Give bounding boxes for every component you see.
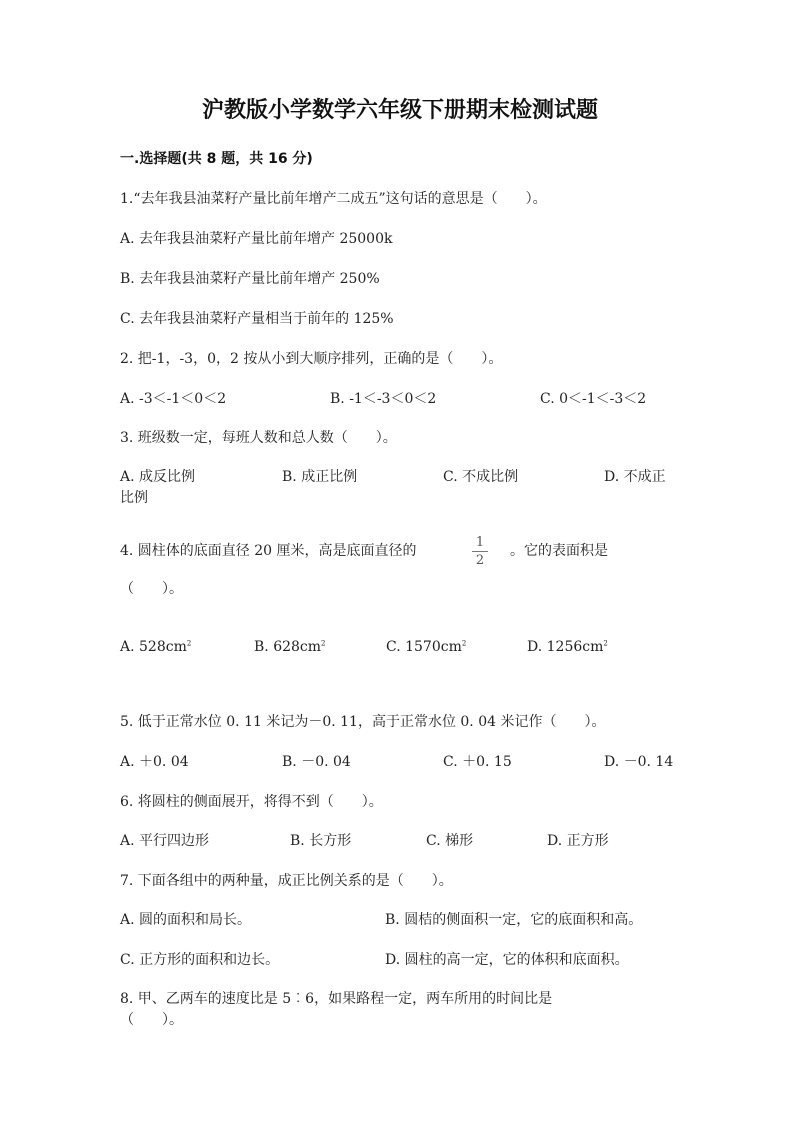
- unit-superscript: 2: [461, 639, 467, 648]
- section-heading: 一.选择题(共 8 题，共 16 分): [120, 151, 313, 167]
- question-6-option-c[interactable]: C. 梯形: [426, 833, 474, 849]
- question-7-option-d[interactable]: D. 圆柱的高一定，它的体积和底面积。: [385, 952, 629, 968]
- question-8-stem: 8. 甲、乙两车的速度比是 5︰6，如果路程一定，两车所用的时间比是: [120, 991, 553, 1007]
- question-3-option-b[interactable]: B. 成正比例: [282, 469, 358, 485]
- fraction-bar: [472, 551, 488, 552]
- question-8-blank: （ ）。: [120, 1012, 183, 1028]
- question-5-option-c[interactable]: C. ＋0. 15: [443, 754, 512, 770]
- fraction-numerator: 1: [475, 535, 485, 550]
- question-1-option-a[interactable]: A. 去年我县油菜籽产量比前年增产 25000k: [120, 231, 393, 247]
- question-5-stem: 5. 低于正常水位 0. 11 米记为－0. 11，高于正常水位 0. 04 米记作（ ）。: [120, 714, 606, 730]
- question-6-option-b[interactable]: B. 长方形: [290, 833, 352, 849]
- unit-superscript: 2: [186, 639, 192, 648]
- question-7-option-b[interactable]: B. 圆桔的侧面积一定，它的底面积和高。: [385, 912, 643, 928]
- question-4-option-d[interactable]: [527, 638, 608, 656]
- option-c-label: C. 1570cm: [386, 639, 462, 655]
- option-d-label: D. 1256cm: [527, 639, 604, 655]
- unit-superscript: 2: [603, 639, 608, 648]
- question-7-option-a[interactable]: A. 圆的面积和局长。: [120, 912, 252, 928]
- question-1-stem: 1.“去年我县油菜籽产量比前年增产二成五”这句话的意思是（ ）。: [120, 191, 547, 207]
- question-7-option-c[interactable]: C. 正方形的面积和边长。: [120, 952, 280, 968]
- question-3-option-a[interactable]: A. 成反比例: [120, 469, 196, 485]
- question-7-stem: 7. 下面各组中的两种量，成正比例关系的是（ ）。: [120, 873, 453, 889]
- question-3-option-d[interactable]: D. 不成正: [604, 469, 666, 485]
- question-2-option-c[interactable]: C. 0＜-1＜-3＜2: [540, 391, 647, 407]
- question-4-option-a[interactable]: [120, 638, 191, 656]
- question-5-option-a[interactable]: A. ＋0. 04: [120, 754, 189, 770]
- question-4-stem: 4. 圆柱体的底面直径 20 厘米，高是底面直径的: [120, 543, 417, 559]
- option-b-label: B. 628cm: [254, 639, 322, 655]
- question-3-option-d-continuation: 比例: [120, 490, 148, 506]
- question-2-option-b[interactable]: B. -1＜-3＜0＜2: [330, 391, 437, 407]
- unit-superscript: 2: [321, 639, 326, 648]
- fraction-denominator: 2: [475, 553, 485, 568]
- question-1-option-c[interactable]: C. 去年我县油菜籽产量相当于前年的 125%: [120, 311, 394, 327]
- option-a-label: A. 528cm: [120, 639, 187, 655]
- question-4-stem-tail: 。它的表面积是: [510, 543, 608, 559]
- question-5-option-d[interactable]: D. －0. 14: [604, 754, 674, 770]
- question-3-option-c[interactable]: C. 不成比例: [443, 469, 519, 485]
- question-2-stem: 2. 把-1，-3，0，2 按从小到大顺序排列，正确的是（ ）。: [120, 351, 503, 367]
- question-2-option-a[interactable]: A. -3＜-1＜0＜2: [120, 391, 227, 407]
- question-6-option-a[interactable]: A. 平行四边形: [120, 833, 210, 849]
- question-5-option-b[interactable]: B. －0. 04: [282, 754, 351, 770]
- question-3-stem: 3. 班级数一定，每班人数和总人数（ ）。: [120, 430, 397, 446]
- question-6-stem: 6. 将圆柱的侧面展开，将得不到（ ）。: [120, 794, 383, 810]
- question-4-blank: （ ）。: [120, 581, 183, 597]
- question-4-option-b[interactable]: [254, 638, 326, 656]
- question-6-option-d[interactable]: D. 正方形: [547, 833, 609, 849]
- page-title: 沪教版小学数学六年级下册期末检测试题: [201, 98, 598, 123]
- question-1-option-b[interactable]: B. 去年我县油菜籽产量比前年增产 250%: [120, 271, 380, 287]
- fraction-one-half: [470, 535, 490, 568]
- question-4-option-c[interactable]: [386, 638, 466, 656]
